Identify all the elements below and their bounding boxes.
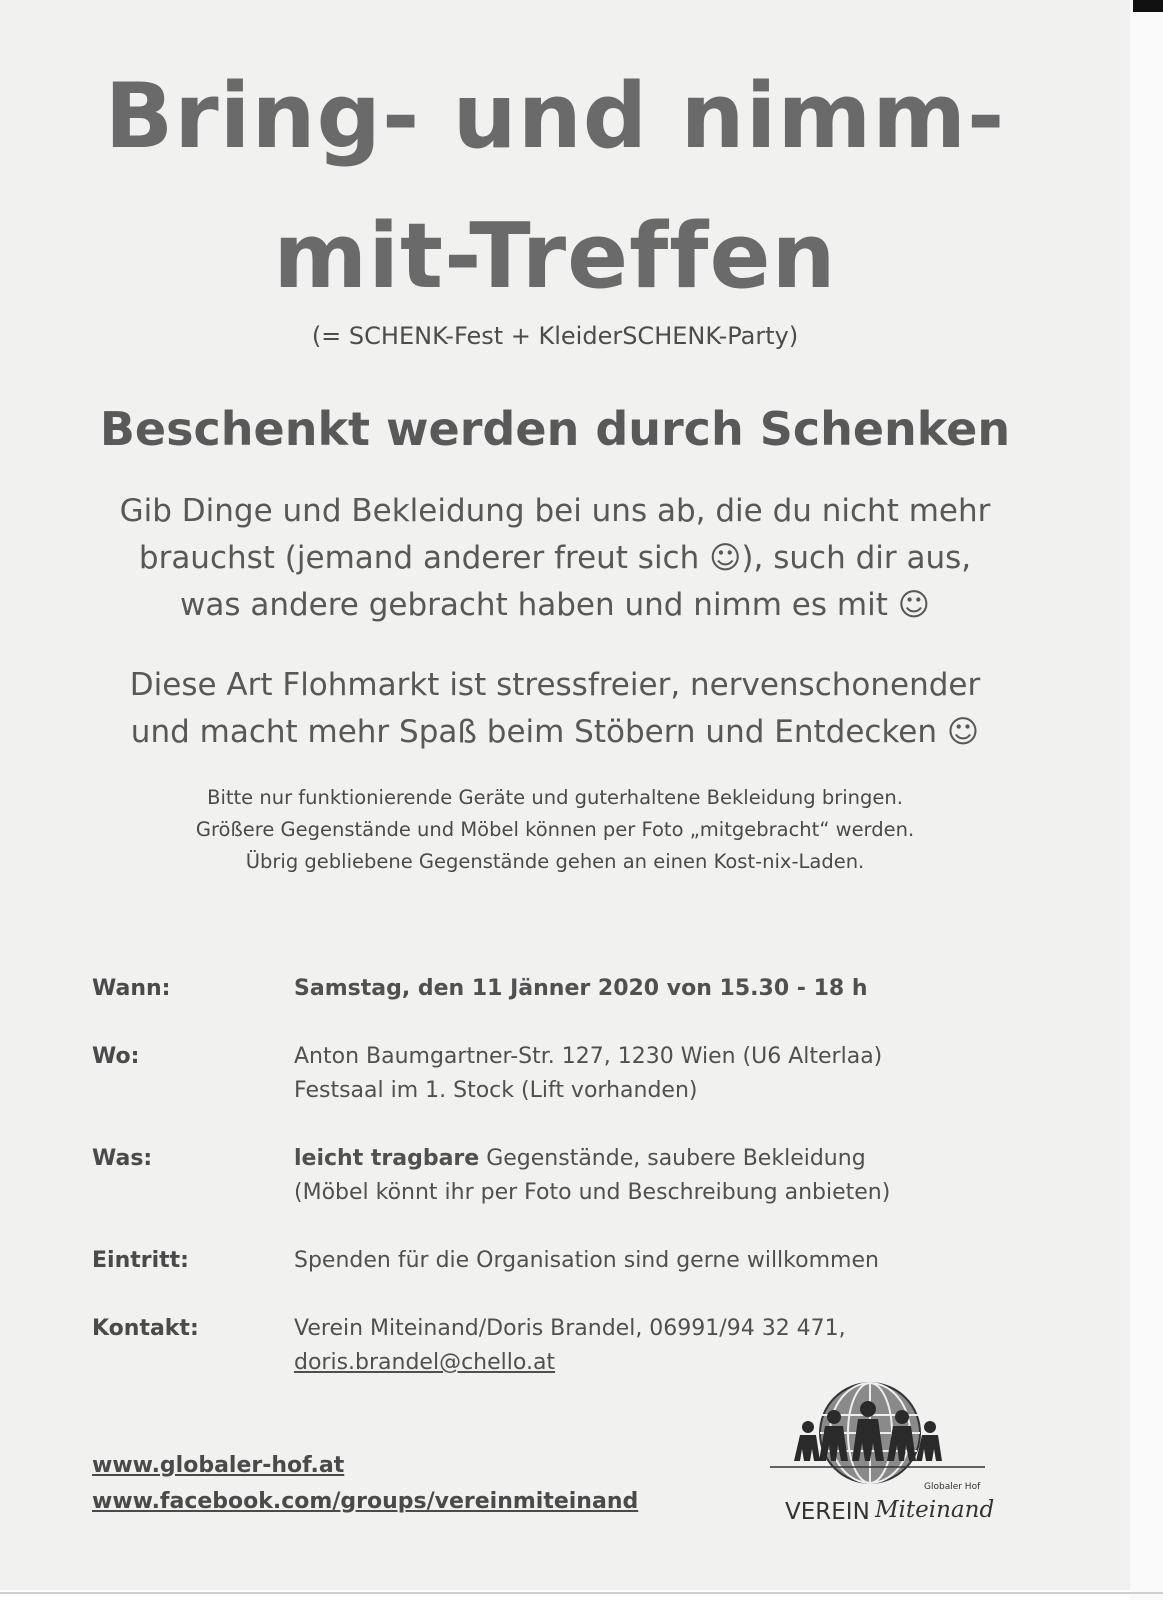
scan-edge [1130,0,1163,1600]
note-line: Bitte nur funktionierende Geräte und guterhaltene Bekleidung bringen. [207,786,903,809]
title-line-1: Bring- und nimm- [104,64,1006,169]
detail-value-entry: Spenden für die Organisation sind gerne willkommen [294,1248,879,1273]
scan-corner [1133,0,1163,12]
intro-paragraph-1 [60,488,1050,629]
items-emphasis: leicht tragbare [294,1146,480,1171]
title-line-2: mit-Treffen [273,204,837,309]
items-line-1 [294,1142,1094,1176]
detail-label: Kontakt: [92,1316,199,1341]
intro-line: Diese Art Flohmarkt ist stressfreier, nervenschonender [129,667,981,703]
detail-value-items [294,1142,1094,1210]
tagline: Beschenkt werden durch Schenken [99,402,1011,456]
note-line: Größere Gegenstände und Möbel können per Foto „mitgebracht“ werden. [195,818,915,841]
notes [60,782,1050,878]
detail-value-location [294,1040,1094,1108]
footer-links [92,1448,638,1520]
detail-label: Eintritt: [92,1248,189,1273]
verein-miteinand-logo [770,1375,1010,1530]
detail-label: Wo: [92,1044,140,1069]
logo-verein-text: VEREIN [785,1499,870,1525]
intro-line: und macht mehr Spaß beim Stöbern und Entdecken ☺ [130,714,980,750]
website-link[interactable]: www.globaler-hof.at [92,1453,345,1478]
location-room: Festsaal im 1. Stock (Lift vorhanden) [294,1078,698,1103]
subtitle: (= SCHENK-Fest + KleiderSCHENK-Party) [311,322,799,350]
intro-line: brauchst (jemand anderer freut sich ☺), such dir aus, [138,540,972,576]
intro-line: Gib Dinge und Bekleidung bei uns ab, die du nicht mehr [119,493,991,529]
logo-globaler-hof-text: Globaler Hof [924,1482,981,1492]
detail-value-date: Samstag, den 11 Jänner 2020 von 15.30 - 18 h [294,976,868,1001]
detail-label: Wann: [92,976,171,1001]
facebook-link[interactable]: www.facebook.com/groups/vereinmiteinand [92,1489,639,1514]
contact-line: Verein Miteinand/Doris Brandel, 06991/94 32 471, [294,1316,846,1341]
location-address: Anton Baumgartner-Str. 127, 1230 Wien (U6 Alterlaa) [294,1044,883,1069]
items-line-2: (Möbel könnt ihr per Foto und Beschreibung anbieten) [294,1180,891,1205]
detail-value-contact [294,1312,1094,1380]
intro-line: was andere gebracht haben und nimm es mit ☺ [179,587,931,623]
logo-miteinand-text: Miteinand [875,1497,995,1523]
intro-paragraph-2 [60,662,1050,756]
scan-bottom-edge [0,1592,1163,1594]
contact-email-link[interactable]: doris.brandel@chello.at [294,1350,556,1375]
note-line: Übrig gebliebene Gegenstände gehen an einen Kost-nix-Laden. [245,850,865,873]
detail-label: Was: [92,1146,153,1171]
items-rest: Gegenstände, saubere Bekleidung [479,1146,866,1171]
